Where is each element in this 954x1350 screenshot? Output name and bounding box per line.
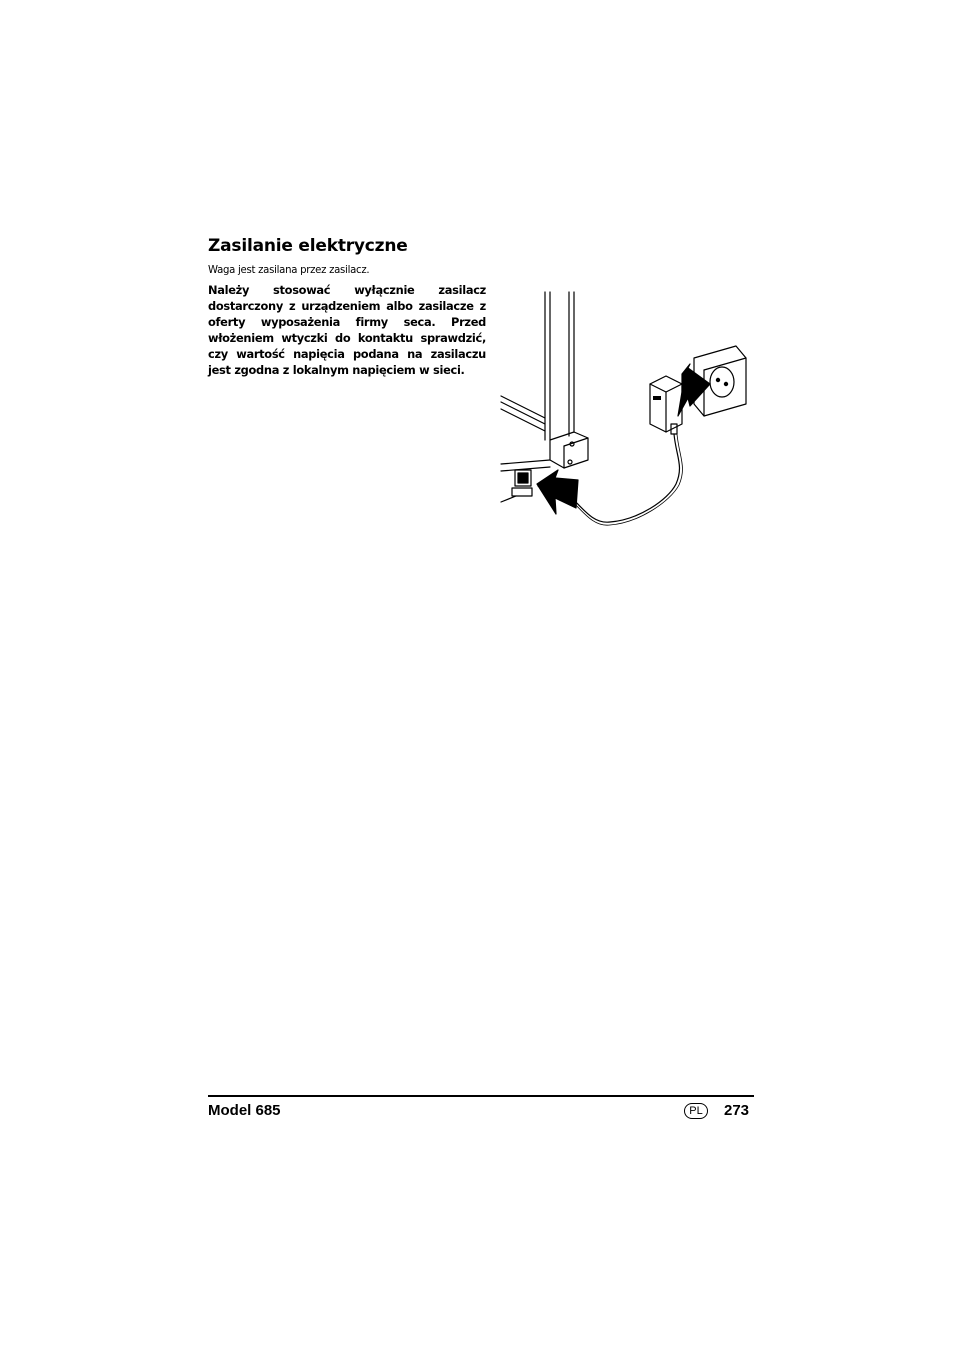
- scale-socket: [501, 470, 532, 502]
- footer-model: Model 685: [208, 1102, 281, 1119]
- power-adapter: [650, 376, 682, 434]
- intro-text: Waga jest zasilana przez zasilacz.: [208, 263, 370, 276]
- page-number: 273: [724, 1102, 750, 1119]
- power-adapter-connection-illustration: [498, 288, 753, 530]
- scale-frame: [501, 292, 588, 471]
- footer-divider: [208, 1095, 754, 1097]
- section-title: Zasilanie elektryczne: [208, 236, 408, 256]
- language-badge: PL: [684, 1103, 708, 1119]
- arrow-to-scale-icon: [537, 470, 578, 514]
- warning-text: Należy stosować wyłącznie zasilacz dostarczony z urządzeniem albo zasilacze z oferty wyposażenia firmy seca. Przed włożeniem wtyczki do kontaktu sprawdzić, czy wartość napięcia podana na zasilaczu jest zgodna z lokalnym napięciem w sieci.: [208, 283, 486, 377]
